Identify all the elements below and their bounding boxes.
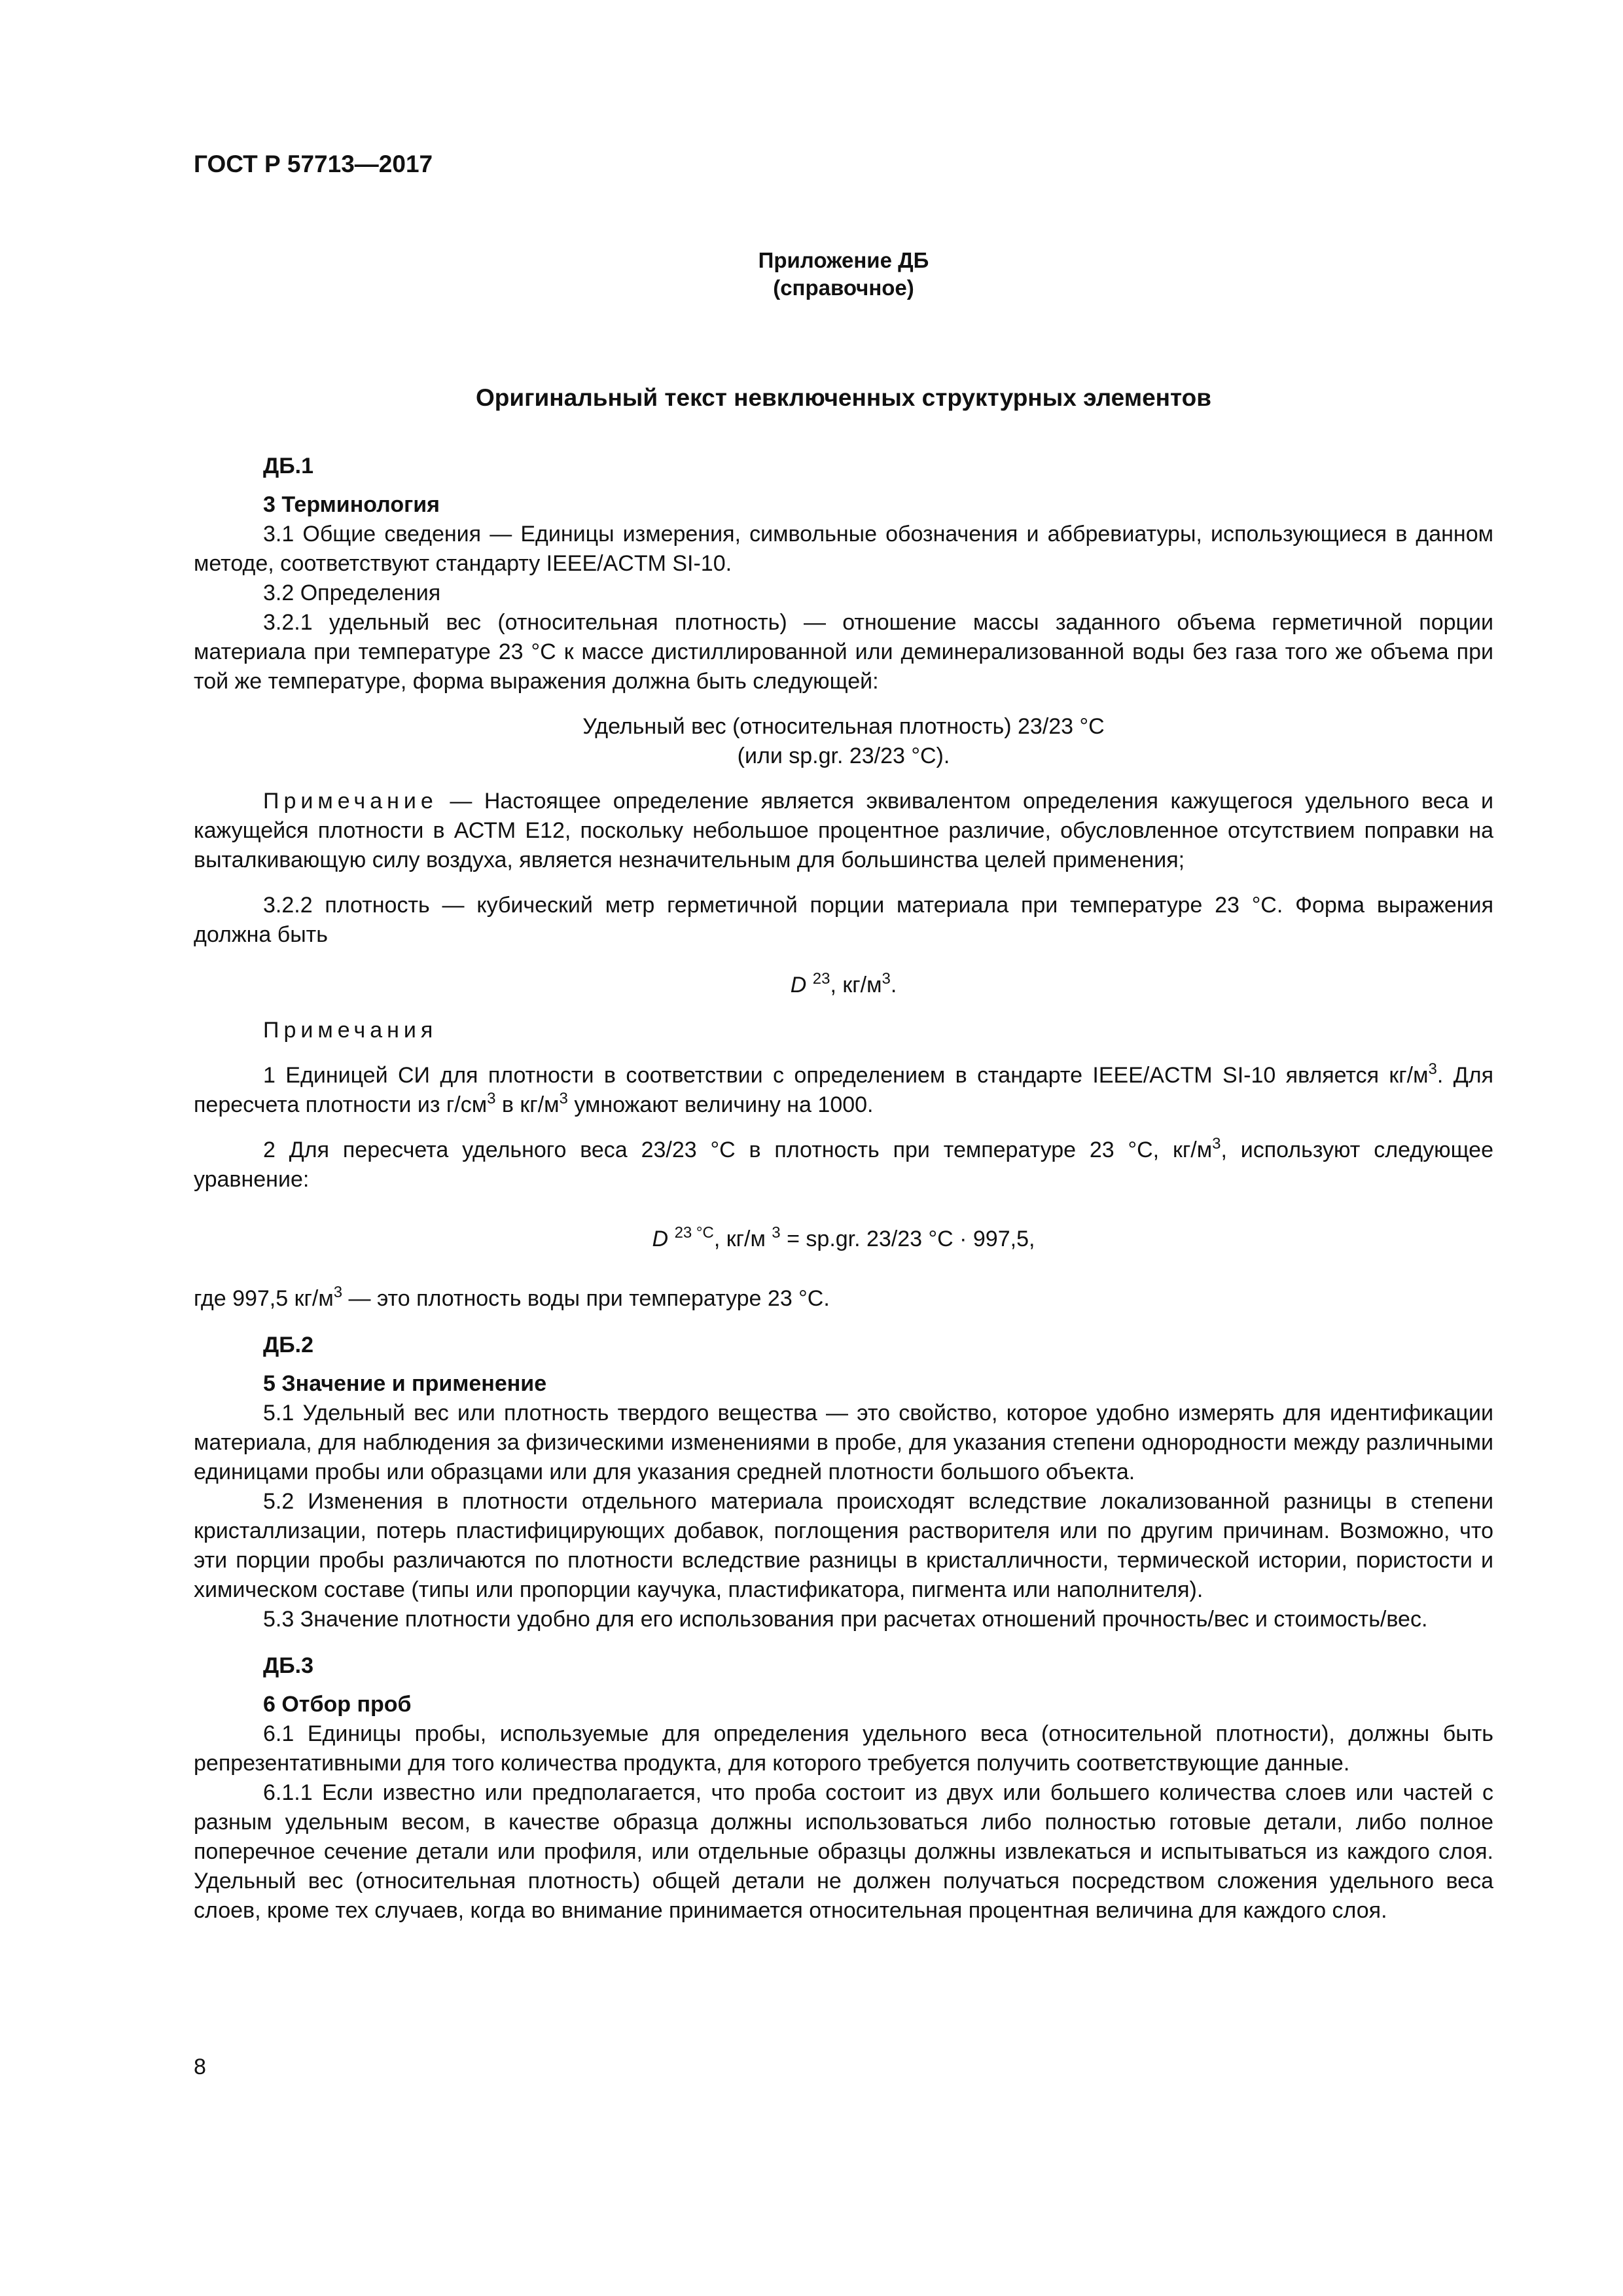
paragraph-3-1: 3.1 Общие сведения — Единицы измерения, символьные обозначения и аббревиатуры, использующиеся в данном методе, соответствуют стандарту IEEE/ACTM SI-10. — [194, 522, 1493, 576]
paragraph-3-2-2: 3.2.2 плотность — кубический метр герметичной порции материала при температуре 23 °C. Форма выражения должна быть — [194, 893, 1493, 947]
paragraph-5-2: 5.2 Изменения в плотности отдельного материала происходят вследствие локализованной разницы в степени кристаллизации, потерь пластифицирующих добавок, поглощения растворителя или по другим причинам. Возможно, что эти порции пробы различаются по плотности вследствие разницы в кристалличности, термической истории, пористости и химическом составе (типы или пропорции каучука, пластификатора, пигмента или наполнителя). — [194, 1489, 1493, 1602]
paragraph-3-2-1: 3.2.1 удельный вес (относительная плотность) — отношение массы заданного объема герметичной порции материала при температуре 23 °C к массе дистиллированной или деминерализованной воды без газа того же объема при той же температуре, форма выражения должна быть следующей: — [194, 610, 1493, 694]
paragraph-6-1: 6.1 Единицы пробы, используемые для определения удельного веса (относительной плотности), должны быть репрезентативными для того количества продукта, для которого требуется получить соответствующие данные. — [194, 1721, 1493, 1776]
where-part-a: где 997,5 кг/м — [194, 1286, 334, 1311]
formula-symbol-d: D — [790, 973, 807, 997]
section-heading-significance: 5 Значение и применение — [263, 1371, 547, 1396]
section-heading-terminology: 3 Терминология — [263, 492, 440, 517]
formula-line-1: Удельный вес (относительная плотность) 23/23 °C — [582, 714, 1105, 739]
paragraph-6-1-1: 6.1.1 Если известно или предполагается, что проба состоит из двух или большего количества слоев или частей с разным удельным весом, в качестве образца должны использоваться либо полностью готовые детали, либо полное поперечное сечение детали или профиля, или отдельные образцы должны извлекаться и испытываться из каждого слоя. Удельный вес (относительная плотность) общей детали не должен получаться посредством сложения удельного веса слоев, кроме тех случаев, когда во внимание принимается относительная процентная величина для каждого слоя. — [194, 1780, 1493, 1923]
note-1-part-c: в кг/м — [495, 1092, 560, 1117]
formula-specific-gravity — [194, 712, 1493, 771]
note-2-sup: 3 — [1212, 1135, 1221, 1153]
formula-sup-cube: 3 — [882, 970, 891, 988]
note-1-part-a: 1 Единицей СИ для плотности в соответствии с определением в стандарте IEEE/ACTM SI-10 является кг/м — [263, 1063, 1429, 1088]
note-2-part-b: , используют следующее уравнение: — [194, 1138, 1493, 1192]
formula-where — [194, 1284, 1493, 1314]
note-1-sup-c: 3 — [559, 1090, 568, 1107]
annex-heading — [194, 247, 1493, 302]
where-sup: 3 — [333, 1283, 343, 1301]
formula-3-sup-temp: 23 °C — [674, 1224, 714, 1242]
formula-3-symbol: D — [652, 1227, 669, 1251]
formula-3-rest: = sp.gr. 23/23 °C · 997,5, — [780, 1227, 1035, 1251]
note-2-part-a: 2 Для пересчета удельного веса 23/23 °C в плотность при температуре 23 °C, кг/м — [263, 1138, 1213, 1162]
notes-label — [194, 1016, 1493, 1045]
section-id-db1: ДБ.1 — [263, 454, 314, 478]
note-3-2-1 — [194, 787, 1493, 875]
note-1-sup-a: 3 — [1428, 1060, 1437, 1078]
formula-conversion — [194, 1225, 1493, 1254]
annex-title: Оригинальный текст невключенных структурных элементов — [475, 384, 1212, 411]
paragraph-3-2: 3.2 Определения — [263, 581, 441, 605]
formula-3-unit: , кг/м — [713, 1227, 772, 1251]
section-id-db3: ДБ.3 — [263, 1653, 314, 1678]
section-id-db2: ДБ.2 — [263, 1333, 314, 1357]
section-heading-sampling: 6 Отбор проб — [263, 1692, 412, 1717]
note-text: — Настоящее определение является эквивалентом определения кажущегося удельного веса и кажущейся плотности в АСТМ Е12, поскольку небольшое процентное различие, обусловленное отсутствием поправки на выталкивающую силу воздуха, является незначительным для большинства целей применения; — [194, 789, 1493, 872]
formula-density — [194, 971, 1493, 1000]
note-label: Примечание — [263, 789, 438, 814]
formula-sup-temp: 23 — [812, 970, 830, 988]
formula-end: . — [890, 973, 897, 997]
where-part-b: — это плотность воды при температуре 23 °C. — [342, 1286, 830, 1311]
annex-label: Приложение ДБ — [758, 248, 929, 272]
standard-code: ГОСТ Р 57713—2017 — [194, 151, 433, 177]
note-2 — [194, 1136, 1493, 1194]
notes-label-text: Примечания — [263, 1018, 438, 1043]
note-1-sup-b: 3 — [487, 1090, 496, 1107]
page-number: 8 — [194, 2054, 206, 2079]
note-1-part-b: . Для пересчета плотности из г/см — [194, 1063, 1493, 1117]
paragraph-5-1: 5.1 Удельный вес или плотность твердого вещества — это свойство, которое удобно измерять для идентификации материала, для наблюдения за физическими изменениями в пробе, для указания степени однородности между различными единицами пробы или образцами или для указания средней плотности большого объекта. — [194, 1401, 1493, 1484]
note-1 — [194, 1061, 1493, 1120]
note-1-part-d: умножают величину на 1000. — [567, 1092, 874, 1117]
formula-unit: , кг/м — [830, 973, 882, 997]
annex-type: (справочное) — [773, 276, 914, 300]
formula-3-sup-cube: 3 — [772, 1224, 781, 1242]
paragraph-5-3: 5.3 Значение плотности удобно для его использования при расчетах отношений прочность/вес и стоимость/вес. — [263, 1607, 1428, 1632]
formula-line-2: (или sp.gr. 23/23 °C). — [737, 744, 950, 768]
